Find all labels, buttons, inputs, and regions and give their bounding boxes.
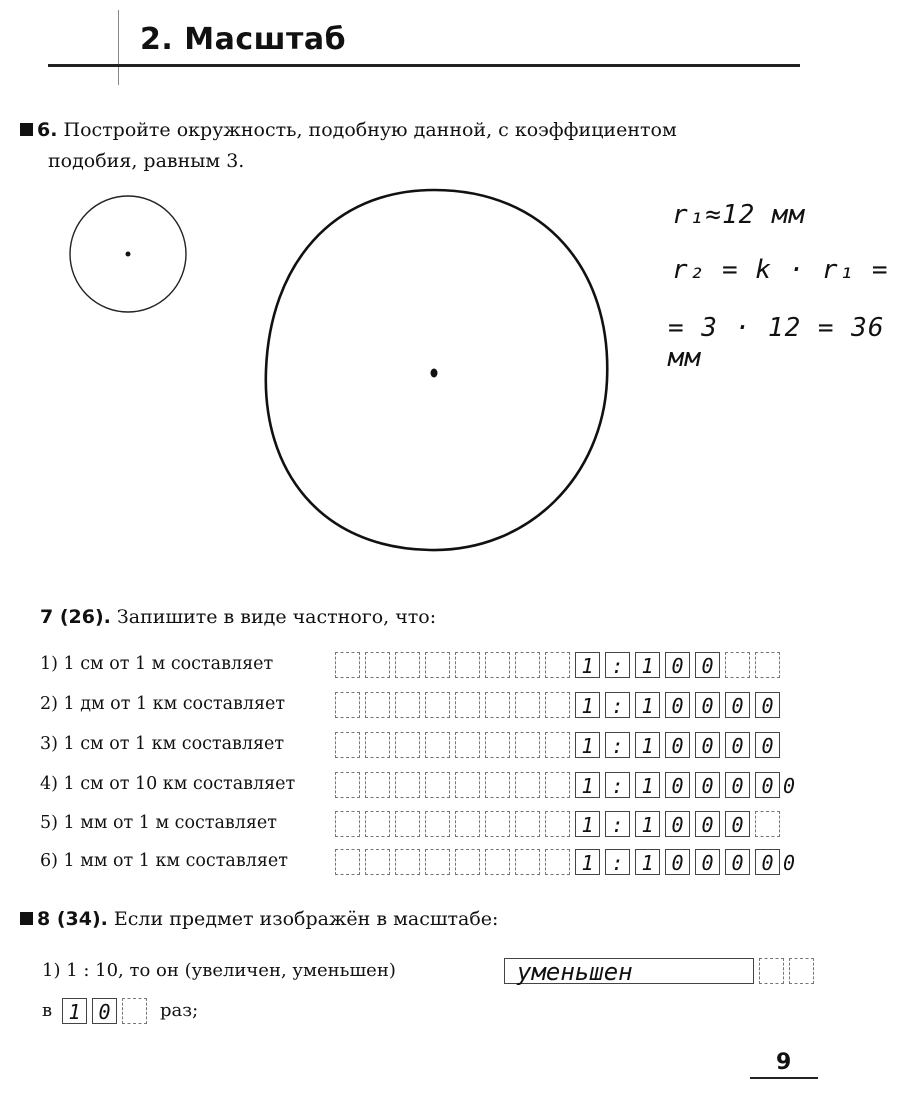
- empty-cell: [515, 849, 540, 875]
- empty-cell: [485, 652, 510, 678]
- empty-cell: [455, 652, 480, 678]
- answer-cell: 1: [575, 772, 600, 798]
- task-7-row-label: 4) 1 см от 10 км составляет: [40, 774, 296, 794]
- task-8-number: 8 (34).: [37, 908, 108, 930]
- empty-cell: [335, 692, 360, 718]
- answer-cell: 1: [575, 811, 600, 837]
- answer-cell: :: [605, 849, 630, 875]
- empty-cell: [395, 692, 420, 718]
- answer-cell: :: [605, 692, 630, 718]
- empty-cell: [425, 849, 450, 875]
- empty-cell: [335, 772, 360, 798]
- answer-cell: 0: [725, 811, 750, 837]
- answer-cell: :: [605, 811, 630, 837]
- task-8-heading: [20, 904, 498, 935]
- empty-cell: [515, 772, 540, 798]
- handwritten-formula: r₂ = k · r₁ =: [672, 255, 889, 285]
- answer-cell: 0: [725, 692, 750, 718]
- task-7-number: 7 (26).: [40, 606, 111, 628]
- answer-cell: :: [605, 652, 630, 678]
- empty-cell: [515, 811, 540, 837]
- answer-cell: 0: [695, 811, 720, 837]
- answer-cell: 0: [665, 811, 690, 837]
- empty-cell: [545, 811, 570, 837]
- empty-cell: [335, 849, 360, 875]
- task-7-row-label: 6) 1 мм от 1 км составляет: [40, 851, 288, 871]
- task-7-row-label: 3) 1 см от 1 км составляет: [40, 734, 285, 754]
- answer-cell: 1: [635, 772, 660, 798]
- answer-cell: 0: [725, 849, 750, 875]
- empty-cell: [485, 772, 510, 798]
- empty-cell: [395, 811, 420, 837]
- empty-cell: [425, 772, 450, 798]
- task-7-answer-cells: [335, 732, 785, 758]
- empty-cell: [725, 652, 750, 678]
- task-7-answer-cells: [335, 652, 785, 678]
- answer-cell: 0: [665, 772, 690, 798]
- answer-cell: 0: [755, 849, 780, 875]
- task-7-row-label: 1) 1 см от 1 м составляет: [40, 654, 274, 674]
- empty-cell: [395, 772, 420, 798]
- empty-cell: [365, 652, 390, 678]
- task-7-answer-cells: [335, 692, 785, 718]
- empty-cell: [335, 732, 360, 758]
- task-7-overflow-digit: 0: [783, 774, 796, 798]
- answer-cell: 1: [635, 652, 660, 678]
- empty-cell: [485, 849, 510, 875]
- empty-cell: [485, 811, 510, 837]
- answer-cell: 1: [575, 692, 600, 718]
- empty-cell: [425, 811, 450, 837]
- task-8-suffix: раз;: [160, 1000, 199, 1021]
- empty-cell: [545, 692, 570, 718]
- answer-cell: 0: [725, 732, 750, 758]
- answer-cell: 0: [695, 652, 720, 678]
- task-8-item1-text: 1) 1 : 10, то он (увеличен, уменьшен): [42, 960, 396, 981]
- empty-cell: [515, 692, 540, 718]
- task-6-text-line2: подобия, равным 3.: [48, 150, 245, 172]
- empty-cell: [425, 692, 450, 718]
- handwritten-result: = 3 · 12 = 36 мм: [668, 313, 885, 373]
- empty-cell: [455, 772, 480, 798]
- page-number: 9: [776, 1050, 792, 1075]
- task-7-answer-cells: [335, 772, 785, 798]
- answer-cell: :: [605, 772, 630, 798]
- given-circle-center: [126, 252, 131, 257]
- empty-cell: [395, 732, 420, 758]
- answer-cell: 1: [575, 652, 600, 678]
- answer-cell: 0: [695, 772, 720, 798]
- empty-cell: [395, 652, 420, 678]
- empty-cell: [425, 732, 450, 758]
- empty-cell: [545, 849, 570, 875]
- answer-cell: [789, 958, 814, 984]
- answer-cell: 1: [575, 732, 600, 758]
- answer-cell: 0: [695, 692, 720, 718]
- task-7-overflow-digit: 0: [783, 851, 796, 875]
- empty-cell: [365, 732, 390, 758]
- empty-cell: [755, 811, 780, 837]
- task-8-answer-cells: [504, 958, 819, 984]
- count-cell-empty: [122, 998, 147, 1024]
- answer-cell: 0: [665, 692, 690, 718]
- empty-cell: [365, 772, 390, 798]
- empty-cell: [335, 652, 360, 678]
- task-6-text-line1: Постройте окружность, подобную данной, с коэффициентом: [63, 119, 677, 141]
- task-8-answer-word: уменьшен: [504, 958, 754, 984]
- answer-cell: 0: [755, 732, 780, 758]
- section-title: 2. Масштаб: [140, 22, 347, 57]
- answer-cell: :: [605, 732, 630, 758]
- task-8-prefix: в: [42, 1000, 53, 1021]
- empty-cell: [455, 732, 480, 758]
- task-7-answer-cells: [335, 849, 785, 875]
- empty-cell: [545, 652, 570, 678]
- empty-cell: [455, 811, 480, 837]
- answer-cell: 0: [665, 849, 690, 875]
- empty-cell: [545, 772, 570, 798]
- count-cell: 1: [62, 998, 87, 1024]
- task-8-prompt: Если предмет изображён в масштабе:: [113, 908, 499, 930]
- empty-cell: [515, 652, 540, 678]
- answer-cell: 0: [665, 732, 690, 758]
- empty-cell: [425, 652, 450, 678]
- answer-cell: 1: [635, 692, 660, 718]
- task-7-heading: [40, 602, 436, 633]
- task-7-row-label: 5) 1 мм от 1 м составляет: [40, 813, 277, 833]
- answer-cell: 0: [755, 692, 780, 718]
- answer-cell: 0: [725, 772, 750, 798]
- task-6-number: 6.: [37, 119, 58, 141]
- answer-cell: 1: [635, 732, 660, 758]
- empty-cell: [755, 652, 780, 678]
- task-7-answer-cells: [335, 811, 785, 837]
- task-8-count-cells: [62, 998, 152, 1024]
- empty-cell: [365, 692, 390, 718]
- empty-cell: [335, 811, 360, 837]
- answer-cell: [759, 958, 784, 984]
- handwritten-radius-1: r₁≈12 мм: [672, 200, 806, 230]
- empty-cell: [365, 811, 390, 837]
- answer-cell: 1: [635, 849, 660, 875]
- answer-cell: 0: [695, 849, 720, 875]
- empty-cell: [395, 849, 420, 875]
- empty-cell: [455, 692, 480, 718]
- task-7-row-label: 2) 1 дм от 1 км составляет: [40, 694, 286, 714]
- page-number-rule: [750, 1077, 818, 1079]
- answer-cell: 1: [635, 811, 660, 837]
- task-marker-icon: [20, 912, 33, 925]
- empty-cell: [485, 692, 510, 718]
- empty-cell: [515, 732, 540, 758]
- answer-cell: 0: [695, 732, 720, 758]
- empty-cell: [485, 732, 510, 758]
- empty-cell: [455, 849, 480, 875]
- constructed-circle-center: [431, 369, 438, 378]
- answer-cell: 0: [665, 652, 690, 678]
- answer-cell: 1: [575, 849, 600, 875]
- empty-cell: [545, 732, 570, 758]
- task-7-prompt: Запишите в виде частного, что:: [116, 606, 437, 628]
- empty-cell: [365, 849, 390, 875]
- count-cell: 0: [92, 998, 117, 1024]
- answer-cell: 0: [755, 772, 780, 798]
